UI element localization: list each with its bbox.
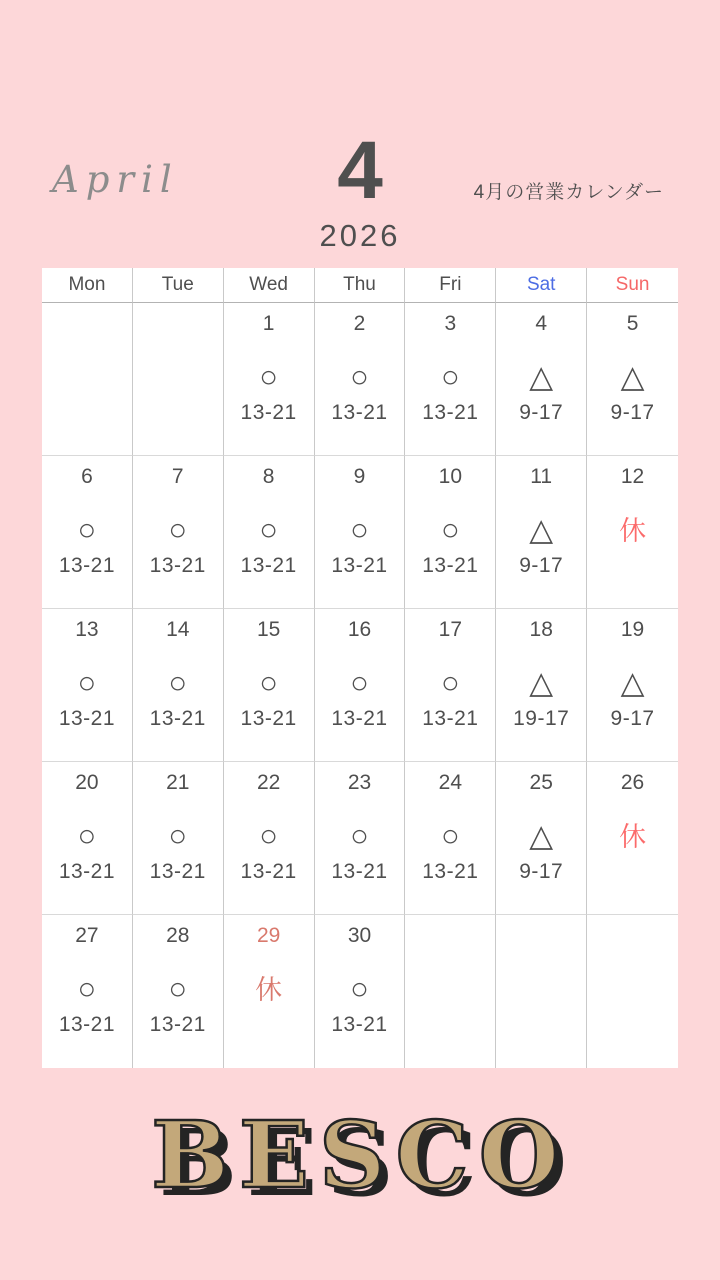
status-symbol-open: ○ — [350, 971, 369, 1007]
day-cell-20 — [42, 762, 133, 915]
hours-label: 13-21 — [149, 860, 206, 884]
calendar-subtitle: 4月の営業カレンダー — [473, 182, 664, 203]
hours-label: 13-21 — [58, 1013, 116, 1037]
status-symbol-open: ○ — [77, 665, 97, 701]
calendar-grid — [42, 268, 678, 1068]
date-number: 10 — [438, 465, 463, 488]
day-cell-24 — [405, 762, 496, 915]
status-symbol-closed: 休 — [255, 975, 283, 1006]
hours-label: 13-21 — [331, 554, 388, 578]
day-cell-23 — [315, 762, 406, 915]
status-symbol-open: ○ — [440, 512, 460, 548]
hours-label: 9-17 — [519, 401, 564, 425]
date-number: 25 — [529, 771, 553, 794]
hours-label: 9-17 — [610, 401, 655, 425]
day-cell-16 — [315, 609, 406, 762]
status-symbol-limited: △ — [620, 359, 645, 395]
status-symbol-open: ○ — [168, 512, 188, 548]
status-symbol-open: ○ — [259, 512, 278, 548]
day-cell-empty — [496, 915, 587, 1068]
besco-logo: BESCO — [151, 1101, 569, 1209]
status-symbol-open: ○ — [350, 665, 369, 701]
status-symbol-limited: △ — [529, 512, 554, 548]
date-number: 27 — [75, 924, 99, 947]
hours-label: 13-21 — [422, 860, 479, 884]
status-symbol-open: ○ — [350, 359, 369, 395]
date-number: 6 — [81, 465, 93, 488]
month-name-script: April — [52, 158, 179, 201]
hours-label: 13-21 — [422, 401, 479, 425]
status-symbol-limited: △ — [529, 665, 554, 701]
date-number: 24 — [438, 771, 463, 794]
hours-label: 13-21 — [149, 707, 206, 731]
date-number: 5 — [626, 312, 639, 335]
status-symbol-open: ○ — [77, 971, 97, 1007]
day-cell-28 — [133, 915, 224, 1068]
date-number: 18 — [529, 618, 553, 641]
day-cell-18 — [496, 609, 587, 762]
hours-label: 13-21 — [240, 707, 297, 731]
date-number: 17 — [438, 618, 463, 641]
status-symbol-limited: △ — [620, 665, 645, 701]
date-number: 19 — [620, 618, 645, 641]
date-number: 9 — [353, 465, 366, 488]
status-symbol-open: ○ — [168, 818, 188, 854]
hours-label: 13-21 — [58, 707, 116, 731]
day-cell-29 — [224, 915, 315, 1068]
date-number: 30 — [347, 924, 372, 947]
status-symbol-open: ○ — [77, 512, 97, 548]
day-cell-22 — [224, 762, 315, 915]
day-header-wed: Wed — [224, 268, 315, 303]
day-cell-27 — [42, 915, 133, 1068]
hours-label: 13-21 — [331, 1013, 388, 1037]
hours-label: 13-21 — [240, 860, 297, 884]
hours-label: 13-21 — [149, 1013, 206, 1037]
date-number: 13 — [75, 618, 99, 641]
date-number: 8 — [262, 465, 275, 488]
day-cell-11 — [496, 456, 587, 609]
day-cell-26 — [587, 762, 678, 915]
status-symbol-open: ○ — [259, 665, 278, 701]
day-cell-19 — [587, 609, 678, 762]
hours-label: 9-17 — [610, 707, 655, 731]
day-cell-25 — [496, 762, 587, 915]
status-symbol-closed: 休 — [619, 822, 647, 853]
date-number: 3 — [444, 312, 457, 335]
hours-label: 13-21 — [58, 860, 116, 884]
day-cell-5 — [587, 303, 678, 456]
hours-label: 19-17 — [513, 707, 570, 731]
day-cell-30 — [315, 915, 406, 1068]
day-cell-15 — [224, 609, 315, 762]
day-cell-13 — [42, 609, 133, 762]
day-cell-21 — [133, 762, 224, 915]
date-number: 23 — [347, 771, 372, 794]
status-symbol-open: ○ — [440, 665, 460, 701]
hours-label: 13-21 — [331, 860, 388, 884]
status-symbol-open: ○ — [440, 818, 460, 854]
status-symbol-open: ○ — [350, 512, 369, 548]
day-cell-3 — [405, 303, 496, 456]
day-cell-12 — [587, 456, 678, 609]
date-number: 7 — [171, 465, 184, 488]
status-symbol-open: ○ — [350, 818, 369, 854]
date-number: 4 — [535, 312, 548, 335]
day-cell-1 — [224, 303, 315, 456]
day-cell-8 — [224, 456, 315, 609]
day-header-sun: Sun — [587, 268, 678, 303]
status-symbol-open: ○ — [440, 359, 460, 395]
date-number: 12 — [620, 465, 645, 488]
day-header-sat: Sat — [496, 268, 587, 303]
hours-label: 13-21 — [240, 554, 297, 578]
day-cell-10 — [405, 456, 496, 609]
hours-label: 13-21 — [149, 554, 206, 578]
day-header-fri: Fri — [405, 268, 496, 303]
date-number: 20 — [75, 771, 99, 794]
status-symbol-limited: △ — [529, 359, 554, 395]
date-number: 29 — [256, 924, 281, 947]
day-cell-empty — [42, 303, 133, 456]
day-cell-empty — [405, 915, 496, 1068]
day-cell-7 — [133, 456, 224, 609]
date-number: 11 — [530, 465, 553, 488]
status-symbol-open: ○ — [259, 359, 278, 395]
status-symbol-open: ○ — [168, 971, 188, 1007]
hours-label: 13-21 — [58, 554, 116, 578]
status-symbol-open: ○ — [168, 665, 188, 701]
day-cell-9 — [315, 456, 406, 609]
date-number: 2 — [353, 312, 366, 335]
hours-label: 9-17 — [519, 554, 564, 578]
status-symbol-closed: 休 — [619, 516, 647, 547]
day-cell-14 — [133, 609, 224, 762]
status-symbol-open: ○ — [259, 818, 278, 854]
date-number: 28 — [166, 924, 190, 947]
month-number: 4 — [337, 125, 383, 216]
day-header-thu: Thu — [315, 268, 406, 303]
day-cell-empty — [587, 915, 678, 1068]
day-header-tue: Tue — [133, 268, 224, 303]
date-number: 21 — [166, 771, 190, 794]
date-number: 1 — [262, 312, 275, 335]
hours-label: 9-17 — [519, 860, 564, 884]
date-number: 14 — [166, 618, 190, 641]
hours-label: 13-21 — [331, 401, 388, 425]
hours-label: 13-21 — [240, 401, 297, 425]
date-number: 16 — [347, 618, 372, 641]
hours-label: 13-21 — [422, 554, 479, 578]
status-symbol-open: ○ — [77, 818, 97, 854]
day-cell-2 — [315, 303, 406, 456]
year-label: 2026 — [319, 218, 401, 253]
day-cell-6 — [42, 456, 133, 609]
day-cell-empty — [133, 303, 224, 456]
status-symbol-limited: △ — [529, 818, 554, 854]
date-number: 22 — [256, 771, 281, 794]
hours-label: 13-21 — [331, 707, 388, 731]
date-number: 26 — [620, 771, 645, 794]
date-number: 15 — [256, 618, 281, 641]
hours-label: 13-21 — [422, 707, 479, 731]
day-cell-17 — [405, 609, 496, 762]
day-header-mon: Mon — [42, 268, 133, 303]
day-cell-4 — [496, 303, 587, 456]
